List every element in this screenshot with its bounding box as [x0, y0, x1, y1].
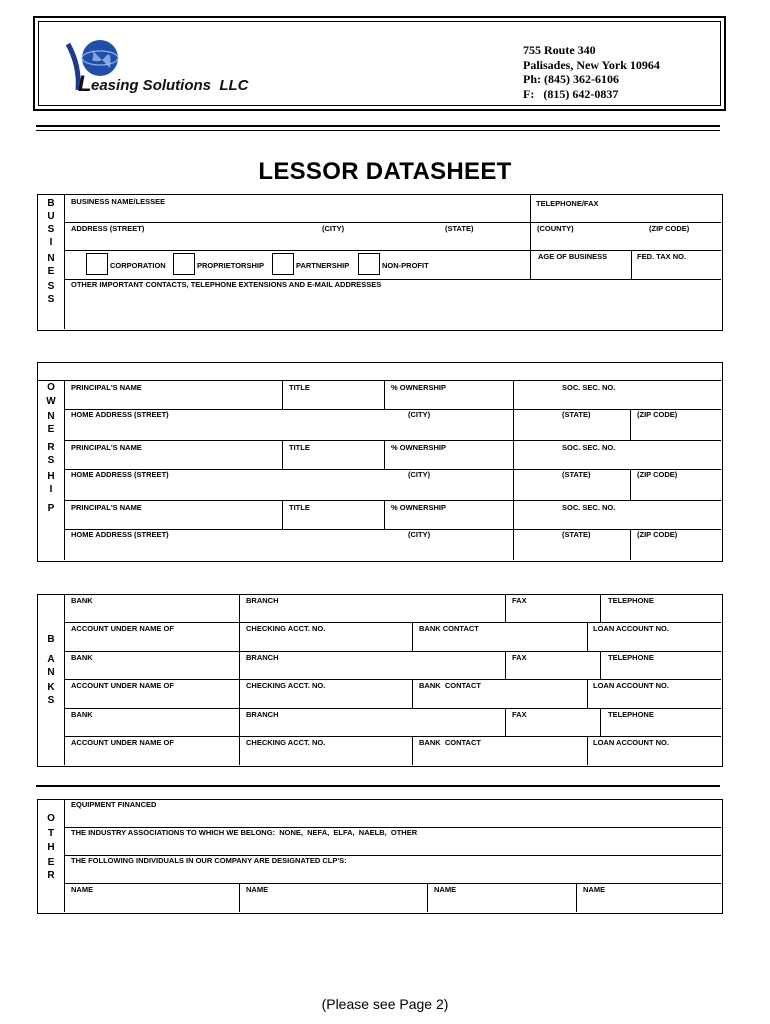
side-letter: R	[47, 870, 55, 881]
address-label: ADDRESS (STREET)	[71, 224, 145, 233]
bank-label: BANK	[71, 653, 93, 662]
side-letter: E	[47, 424, 55, 435]
biz-row-line-1	[64, 222, 721, 223]
ownership-col-line	[513, 440, 514, 500]
bank-col-line	[587, 622, 588, 651]
branch-label: BRANCH	[246, 653, 279, 662]
ownership-col-line	[513, 500, 514, 560]
other-col-1	[239, 883, 240, 912]
home-address-label: HOME ADDRESS (STREET)	[71, 410, 169, 419]
clp-name-1-label: NAME	[71, 885, 94, 894]
home-zip-label: (ZIP CODE)	[637, 410, 678, 419]
ssn-label: SOC. SEC. NO.	[562, 443, 616, 452]
state-label: (STATE)	[445, 224, 474, 233]
fax-line: F: (815) 642-0837	[523, 87, 619, 101]
ownership-pct-label: % OWNERSHIP	[391, 383, 447, 392]
home-state-label: (STATE)	[562, 530, 591, 539]
side-letter: H	[47, 842, 55, 853]
title-label: TITLE	[289, 503, 310, 512]
checking-label: CHECKING ACCT. NO.	[246, 681, 326, 690]
other-col-3	[576, 883, 577, 912]
county-label: (COUNTY)	[537, 224, 574, 233]
branch-label: BRANCH	[246, 596, 279, 605]
bank-col-line	[505, 594, 506, 622]
title-label: TITLE	[289, 383, 310, 392]
ownership-pct-label: % OWNERSHIP	[391, 503, 447, 512]
checking-label: CHECKING ACCT. NO.	[246, 738, 326, 747]
proprietorship-checkbox[interactable]	[173, 253, 195, 275]
age-of-business-label: AGE OF BUSINESS	[538, 252, 608, 261]
clp-label: THE FOLLOWING INDIVIDUALS IN OUR COMPANY ARE DESIGNATED CLP'S:	[71, 856, 347, 865]
clp-name-2-label: NAME	[246, 885, 269, 894]
phone-line: Ph: (845) 362-6106	[523, 72, 619, 86]
ownership-col-line	[384, 500, 385, 529]
home-city-label: (CITY)	[408, 410, 431, 419]
bank-col-line	[587, 679, 588, 708]
bank-col-line	[600, 594, 601, 622]
bank-row-line	[64, 679, 721, 680]
ownership-col-line	[513, 380, 514, 440]
bank-col-line	[239, 708, 240, 765]
bank-row-line	[64, 708, 721, 709]
corporation-label: CORPORATION	[110, 261, 166, 270]
principal-name-label: PRINCIPAL'S NAME	[71, 503, 142, 512]
checking-label: CHECKING ACCT. NO.	[246, 624, 326, 633]
account-name-label: ACCOUNT UNDER NAME OF	[71, 624, 174, 633]
home-state-label: (STATE)	[562, 410, 591, 419]
bank-contact-label: BANK CONTACT	[419, 738, 481, 747]
side-letter: A	[47, 654, 55, 665]
side-letter: K	[47, 682, 55, 693]
bank-telephone-label: TELEPHONE	[608, 653, 654, 662]
ownership-col-line	[384, 380, 385, 409]
ownership-col-line	[630, 529, 631, 560]
home-state-label: (STATE)	[562, 470, 591, 479]
side-letter: N	[47, 253, 55, 264]
banks-divider	[36, 785, 720, 787]
bank-col-line	[412, 622, 413, 651]
city-label: (CITY)	[322, 224, 345, 233]
side-letter: H	[47, 471, 55, 482]
proprietorship-label: PROPRIETORSHIP	[197, 261, 264, 270]
side-letter: O	[47, 382, 55, 393]
bank-col-line	[505, 708, 506, 736]
bank-col-line	[412, 679, 413, 708]
side-letter: E	[47, 266, 55, 277]
other-col-2	[427, 883, 428, 912]
branch-label: BRANCH	[246, 710, 279, 719]
bank-col-line	[239, 594, 240, 651]
equipment-financed-label: EQUIPMENT FINANCED	[71, 800, 157, 809]
ownership-col-line	[384, 440, 385, 469]
bank-telephone-label: TELEPHONE	[608, 710, 654, 719]
account-name-label: ACCOUNT UNDER NAME OF	[71, 681, 174, 690]
partnership-checkbox[interactable]	[272, 253, 294, 275]
bank-col-line	[587, 736, 588, 765]
address-line-1: 755 Route 340	[523, 43, 596, 57]
business-side-divider	[64, 194, 65, 329]
logo-letter: L	[78, 71, 92, 96]
ownership-pct-label: % OWNERSHIP	[391, 443, 447, 452]
bank-label: BANK	[71, 596, 93, 605]
ownership-col-line	[282, 500, 283, 529]
bank-row-line	[64, 622, 721, 623]
side-letter: I	[49, 484, 53, 495]
home-address-label: HOME ADDRESS (STREET)	[71, 470, 169, 479]
bank-contact-label: BANK CONTACT	[419, 681, 481, 690]
side-letter: O	[47, 813, 55, 824]
side-letter: S	[47, 695, 55, 706]
side-letter: U	[47, 211, 55, 222]
side-letter: I	[49, 237, 53, 248]
associations-label: THE INDUSTRY ASSOCIATIONS TO WHICH WE BELONG: NONE, NEFA, ELFA, NAELB, OTHER	[71, 828, 418, 837]
account-name-label: ACCOUNT UNDER NAME OF	[71, 738, 174, 747]
home-address-label: HOME ADDRESS (STREET)	[71, 530, 169, 539]
side-letter: S	[47, 224, 55, 235]
home-city-label: (CITY)	[408, 470, 431, 479]
side-letter: S	[47, 455, 55, 466]
clp-name-3-label: NAME	[434, 885, 457, 894]
ownership-top-line	[37, 380, 721, 381]
other-contacts-label: OTHER IMPORTANT CONTACTS, TELEPHONE EXTENSIONS AND E-MAIL ADDRESSES	[71, 280, 382, 289]
title-label: TITLE	[289, 443, 310, 452]
clp-name-4-label: NAME	[583, 885, 606, 894]
bank-col-line	[600, 651, 601, 679]
ssn-label: SOC. SEC. NO.	[562, 503, 616, 512]
bank-col-line	[239, 651, 240, 708]
company-name: easing Solutions LLC	[91, 77, 249, 94]
side-letter: S	[47, 294, 55, 305]
corporation-checkbox[interactable]	[86, 253, 108, 275]
other-row-line-3	[64, 883, 721, 884]
bank-label: BANK	[71, 710, 93, 719]
ssn-label: SOC. SEC. NO.	[562, 383, 616, 392]
bank-col-line	[600, 708, 601, 736]
side-letter: N	[47, 667, 55, 678]
address-line-2: Palisades, New York 10964	[523, 58, 660, 72]
bank-telephone-label: TELEPHONE	[608, 596, 654, 605]
bank-col-line	[505, 651, 506, 679]
bank-fax-label: FAX	[512, 596, 527, 605]
loan-account-label: LOAN ACCOUNT NO.	[593, 738, 669, 747]
biz-col-line	[530, 194, 531, 279]
non-profit-label: NON-PROFIT	[382, 261, 429, 270]
side-letter: T	[47, 828, 55, 839]
zip-label: (ZIP CODE)	[649, 224, 690, 233]
footer-note: (Please see Page 2)	[321, 996, 449, 1012]
ownership-row-line	[64, 440, 721, 441]
side-letter: P	[47, 503, 55, 514]
telephone-fax-label: TELEPHONE/FAX	[536, 199, 599, 208]
partnership-label: PARTNERSHIP	[296, 261, 350, 270]
ownership-col-line	[630, 469, 631, 500]
bank-row-line	[64, 651, 721, 652]
biz-col-line-2	[631, 250, 632, 279]
non-profit-checkbox[interactable]	[358, 253, 380, 275]
bank-row-line	[64, 736, 721, 737]
bank-fax-label: FAX	[512, 710, 527, 719]
side-letter: W	[46, 396, 56, 407]
ownership-col-line	[630, 409, 631, 440]
principal-name-label: PRINCIPAL'S NAME	[71, 383, 142, 392]
header-divider-thin	[36, 130, 720, 131]
bank-fax-label: FAX	[512, 653, 527, 662]
home-zip-label: (ZIP CODE)	[637, 470, 678, 479]
home-city-label: (CITY)	[408, 530, 431, 539]
ownership-col-line	[282, 380, 283, 409]
fed-tax-label: FED. TAX NO.	[637, 252, 687, 261]
business-name-label: BUSINESS NAME/LESSEE	[71, 197, 166, 206]
loan-account-label: LOAN ACCOUNT NO.	[593, 624, 669, 633]
side-letter: R	[47, 442, 55, 453]
bank-col-line	[412, 736, 413, 765]
side-letter: S	[47, 281, 55, 292]
biz-row-line-2	[64, 250, 721, 251]
loan-account-label: LOAN ACCOUNT NO.	[593, 681, 669, 690]
side-letter: E	[47, 857, 55, 868]
home-zip-label: (ZIP CODE)	[637, 530, 678, 539]
ownership-col-line	[282, 440, 283, 469]
page-title: LESSOR DATASHEET	[258, 158, 512, 185]
ownership-side-divider	[64, 380, 65, 560]
ownership-row-line	[64, 500, 721, 501]
side-letter: N	[47, 411, 55, 422]
side-letter: B	[47, 198, 55, 209]
side-letter: B	[47, 634, 55, 645]
bank-contact-label: BANK CONTACT	[419, 624, 479, 633]
principal-name-label: PRINCIPAL'S NAME	[71, 443, 142, 452]
header-divider	[36, 125, 720, 127]
